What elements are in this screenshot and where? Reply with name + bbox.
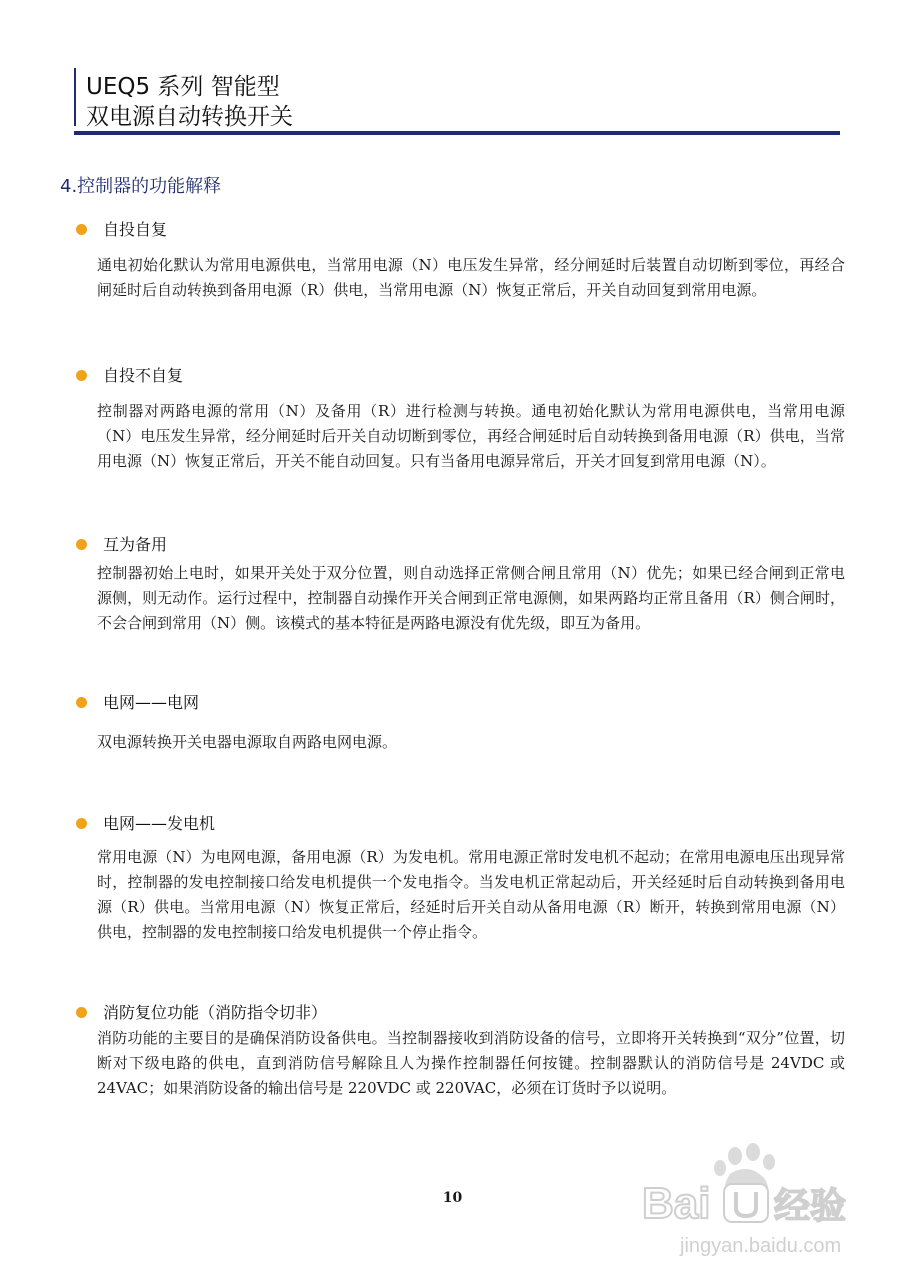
item-title: 互为备用 [103, 535, 168, 554]
baidu-jingyan-watermark-logo [640, 1140, 875, 1265]
bullet-dot-icon [76, 370, 87, 381]
header-accent-bar [74, 68, 76, 126]
function-item-mutual-backup [76, 532, 846, 636]
bullet-dot-icon [76, 539, 87, 550]
item-body: 消防功能的主要目的是确保消防设备供电。当控制器接收到消防设备的信号，立即将开关转换到“双分”位置，切断对下级电路的供电，直到消防信号解除且人为操作控制器任何按键。控制器默认的消防信号是 24VDC 或 24VAC；如果消防设备的输出信号是 220VDC 或 220VAC，必须在订货时予以说明。 [97, 1029, 845, 1097]
function-item-grid-generator [76, 811, 846, 945]
watermark-brand: Bai [642, 1179, 711, 1228]
header-product-series: UEQ5 系列 智能型 [86, 74, 280, 100]
item-body: 双电源转换开关电器电源取自两路电网电源。 [97, 733, 398, 751]
item-title: 电网——电网 [103, 693, 200, 712]
item-body: 控制器初始上电时，如果开关处于双分位置，则自动选择正常侧合闸且常用（N）优先；如果已经合闸到正常电源侧，则无动作。运行过程中，控制器自动操作开关合闸到正常电源侧，如果两路均正常且备用（R）侧合闸时，不会合闸到常用（N）侧。该模式的基本特征是两路电源没有优先级，即互为备用。 [97, 564, 845, 632]
function-item-grid-grid [76, 690, 846, 755]
item-body: 常用电源（N）为电网电源，备用电源（R）为发电机。常用电源正常时发电机不起动；在常用电源电压出现异常时，控制器的发电控制接口给发电机提供一个发电指令。当发电机正常起动后，开关经延时后自动转换到备用电源（R）供电。当常用电源（N）恢复正常后，经延时后开关自动从备用电源（R）断开，转换到常用电源（N）供电，控制器的发电控制接口给发电机提供一个停止指令。 [97, 848, 845, 941]
item-title: 自投不自复 [103, 366, 184, 385]
item-title: 电网——发电机 [103, 814, 216, 833]
item-title: 自投自复 [103, 220, 168, 239]
function-item-no-auto-return [76, 363, 846, 474]
bullet-dot-icon [76, 697, 87, 708]
item-body: 通电初始化默认为常用电源供电，当常用电源（N）电压发生异常，经分闸延时后装置自动切断到零位，再经合闸延时后自动转换到备用电源（R）供电，当常用电源（N）恢复正常后，开关自动回复到常用电源。 [97, 256, 845, 299]
section-title: 4.控制器的功能解释 [60, 176, 222, 197]
watermark-url: jingyan.baidu.com [680, 1235, 842, 1257]
bullet-dot-icon [76, 818, 87, 829]
bullet-dot-icon [76, 1007, 87, 1018]
function-item-fire-reset [76, 1000, 846, 1101]
page-number: 10 [442, 1190, 463, 1206]
document-header [74, 64, 840, 130]
item-title: 消防复位功能（消防指令切非） [103, 1003, 328, 1022]
bullet-dot-icon [76, 224, 87, 235]
function-item-auto-return [76, 217, 846, 303]
watermark-brand-cn: 经验 [774, 1186, 847, 1227]
watermark-du-icon [724, 1184, 768, 1222]
header-product-name: 双电源自动转换开关 [86, 104, 293, 130]
header-divider [74, 131, 840, 135]
item-body: 控制器对两路电源的常用（N）及备用（R）进行检测与转换。通电初始化默认为常用电源供电，当常用电源（N）电压发生异常，经分闸延时后开关自动切断到零位，再经合闸延时后自动转换到备用电源（R）供电，当常用电源（N）恢复正常后，开关不能自动回复。只有当备用电源异常后，开关才回复到常用电源（N）。 [97, 402, 845, 470]
